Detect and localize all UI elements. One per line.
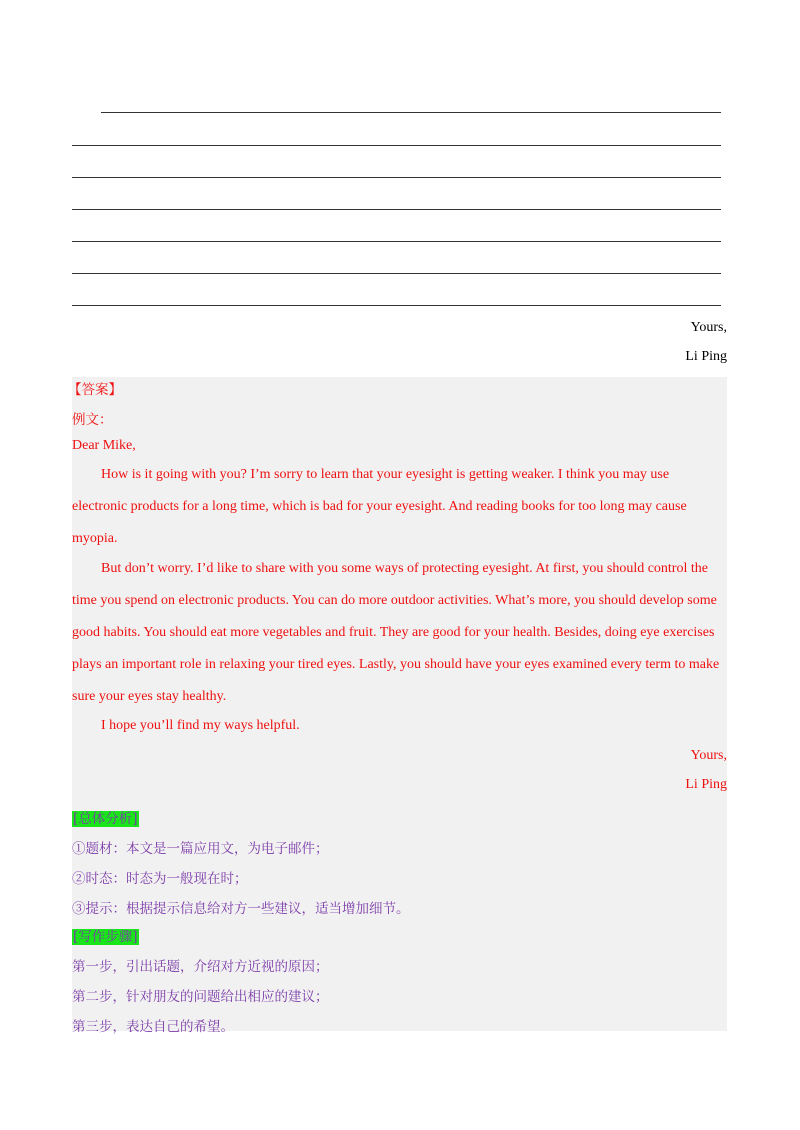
sample-salutation: Dear Mike, — [72, 438, 136, 453]
step-item: 第二步，针对朋友的问题给出相应的建议； — [72, 989, 329, 1005]
analysis-heading — [72, 807, 139, 827]
sample-signature: Li Ping — [685, 777, 727, 792]
step-item: 第三步，表达自己的希望。 — [72, 1019, 234, 1035]
analysis-item: ②时态：时态为一般现在时； — [72, 871, 248, 887]
sample-paragraph-2-line: plays an important role in relaxing your tired eyes. Lastly, you should have your eyes examined every term to make — [72, 657, 720, 672]
sample-paragraph-1-line: myopia. — [72, 531, 118, 546]
writing-line — [72, 273, 721, 274]
writing-line — [101, 112, 721, 113]
letter-signature: Li Ping — [685, 349, 727, 364]
sample-paragraph-2-line: good habits. You should eat more vegetables and fruit. They are good for your health. Besides, doing eye exercises — [72, 625, 715, 640]
steps-heading — [72, 925, 139, 945]
sample-label: 例文： — [72, 412, 113, 428]
sample-paragraph-3: I hope you’ll find my ways helpful. — [101, 718, 300, 733]
steps-heading-label: [写作步骤] — [73, 929, 138, 945]
writing-line — [72, 305, 721, 306]
sample-paragraph-2-line: But don’t worry. I’d like to share with you some ways of protecting eyesight. At first, you should control the — [101, 561, 708, 576]
sample-paragraph-1-line: How is it going with you? I’m sorry to learn that your eyesight is getting weaker. I think you may use — [101, 467, 670, 482]
answer-tag: 【答案】 — [68, 382, 122, 398]
letter-closing: Yours, — [690, 320, 727, 335]
analysis-item: ①题材：本文是一篇应用文，为电子邮件； — [72, 841, 329, 857]
sample-paragraph-1-line: electronic products for a long time, which is bad for your eyesight. And reading books for too long may cause — [72, 499, 687, 514]
step-item: 第一步，引出话题，介绍对方近视的原因； — [72, 959, 329, 975]
writing-line — [72, 145, 721, 146]
writing-line — [72, 241, 721, 242]
sample-paragraph-2-line: time you spend on electronic products. You can do more outdoor activities. What’s more, you should develop some — [72, 593, 717, 608]
analysis-item: ③提示：根据提示信息给对方一些建议，适当增加细节。 — [72, 901, 410, 917]
writing-line — [72, 177, 721, 178]
writing-line — [72, 209, 721, 210]
analysis-heading-label: [总体分析] — [73, 811, 138, 827]
sample-paragraph-2-line: sure your eyes stay healthy. — [72, 689, 227, 704]
sample-closing: Yours, — [690, 748, 727, 763]
